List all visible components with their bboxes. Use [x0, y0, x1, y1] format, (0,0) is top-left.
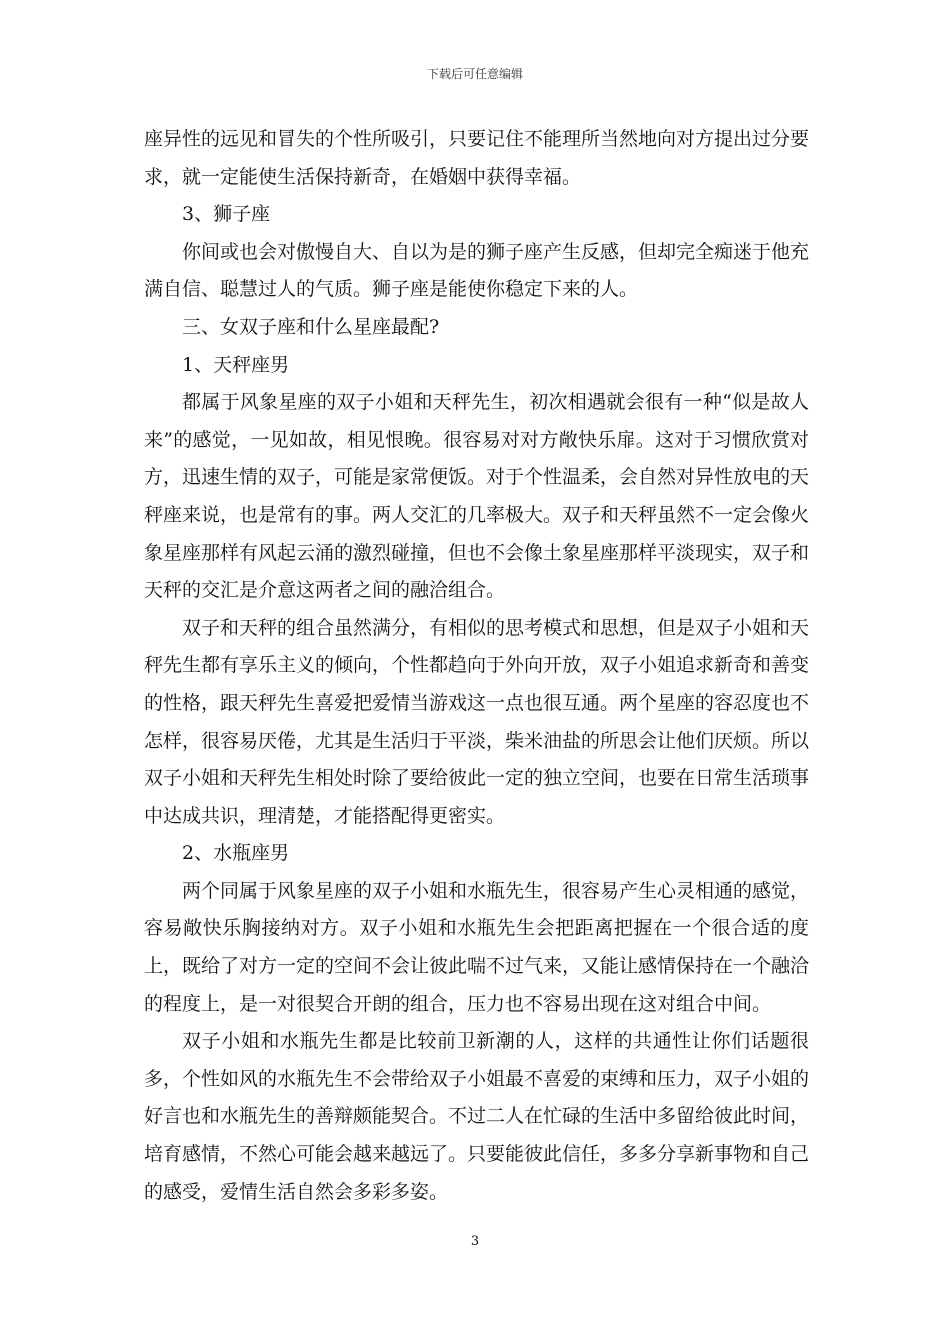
section-heading-libra-male: 1、天秤座男 [182, 353, 290, 376]
paragraph: 都属于风象星座的双子小姐和天秤先生，初次相遇就会很有一种“似是故人来”的感觉，一见如故，相见恨晚。很容易对对方敞快乐扉。这对于习惯欣赏对方，迅速生情的双子，可能是家常便饭。对于个性温柔，会自然对异性放电的天秤座来说，也是常有的事。两人交汇的几率极大。双子和天秤虽然不一定会像火象星座那样有风起云涌的激烈碰撞，但也不会像土象星座那样平淡现实，双子和天秤的交汇是介意这两者之间的融洽组合。 [144, 391, 810, 602]
page-header: 下载后可任意编辑 [426, 67, 523, 81]
paragraph: 双子小姐和水瓶先生都是比较前卫新潮的人，这样的共通性让你们话题很多，个性如风的水瓶先生不会带给双子小姐最不喜爱的束缚和压力，双子小姐的好言也和水瓶先生的善辩颇能契合。不过二人在忙碌的生活中多留给彼此时间，培育感情，不然心可能会越来越远了。只要能彼此信任，多多分享新事物和自己的感受，爱情生活自然会多彩多姿。 [144, 1030, 810, 1203]
section-heading-best-match: 三、女双子座和什么星座最配? [182, 315, 440, 338]
section-heading-aquarius-male: 2、水瓶座男 [182, 842, 290, 865]
paragraph: 座异性的远见和冒失的个性所吸引，只要记住不能理所当然地向对方提出过分要求，就一定能使生活保持新奇，在婚姻中获得幸福。 [144, 128, 810, 188]
document-body [144, 121, 809, 1211]
paragraph: 双子和天秤的组合虽然满分，有相似的思考模式和思想，但是双子小姐和天秤先生都有享乐主义的倾向，个性都趋向于外向开放，双子小姐追求新奇和善变的性格，跟天秤先生喜爱把爱情当游戏这一点也很互通。两个星座的容忍度也不怎样，很容易厌倦，尤其是生活归于平淡，柴米油盐的所思会让他们厌烦。所以双子小姐和天秤先生相处时除了要给彼此一定的独立空间，也要在日常生活琐事中达成共识，理清楚，才能搭配得更密实。 [144, 616, 810, 827]
page-number: 3 [470, 1234, 480, 1249]
paragraph: 两个同属于风象星座的双子小姐和水瓶先生，很容易产生心灵相通的感觉，容易敞快乐胸接纳对方。双子小姐和水瓶先生会把距离把握在一个很合适的度上，既给了对方一定的空间不会让彼此喘不过气来，又能让感情保持在一个融洽的程度上，是一对很契合开朗的组合，压力也不容易出现在这对组合中间。 [144, 879, 810, 1015]
paragraph: 你间或也会对傲慢自大、自以为是的狮子座产生反感，但却完全痴迷于他充满自信、聪慧过人的气质。狮子座是能使你稳定下来的人。 [144, 240, 810, 301]
section-heading-leo: 3、狮子座 [182, 203, 271, 226]
